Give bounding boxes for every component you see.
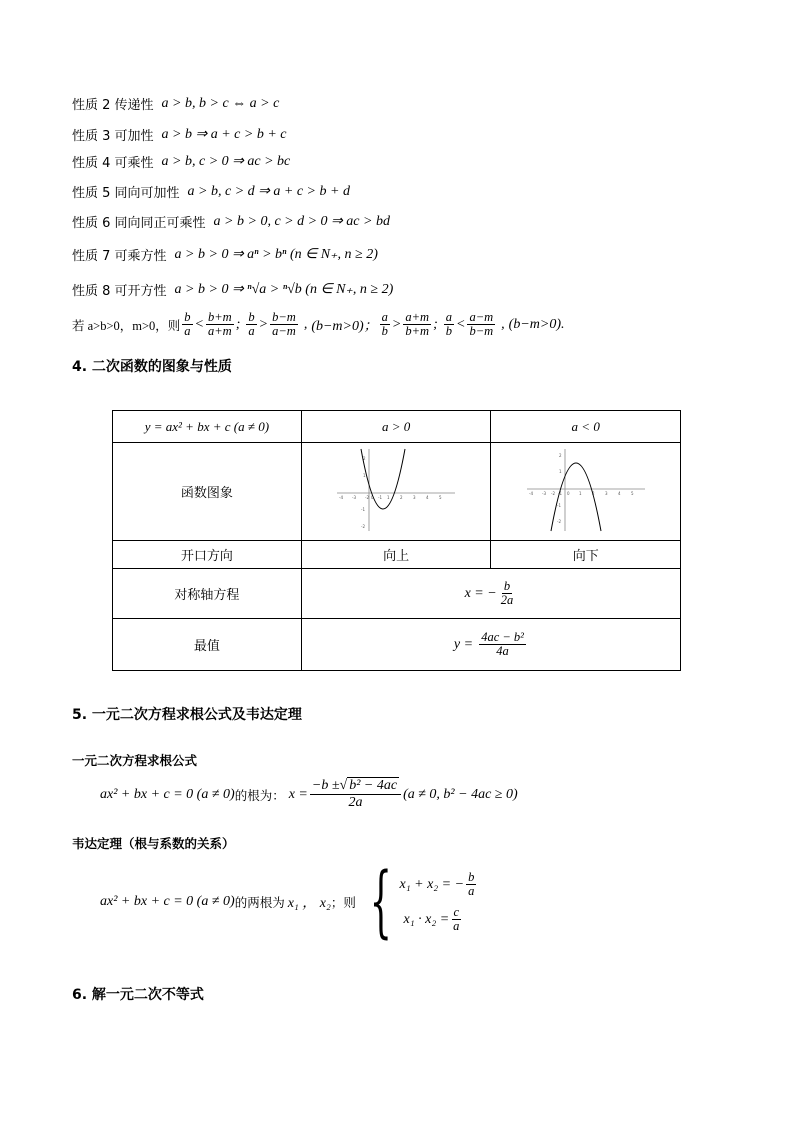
property-formula: a > b, c > d ⇒ a + c > b + d [187, 184, 350, 199]
svg-text:-2: -2 [365, 494, 370, 500]
svg-text:-1: -1 [361, 506, 366, 512]
svg-text:-4: -4 [528, 490, 533, 496]
fraction-inequality-line: 若 a>b>0，m>0，则 $\frac{b}{a}$ < $\frac{b+m}{a+m}$ ; $\frac{b}{a}$ > $\frac{b-m}{a-m}$ , (b−m>0)； $\frac{a}{b}$ > $\frac{a+m}{b+m}$ ; $\frac{a}{b}$ < $\frac{a-m}{b-m}$ , (b−m>0). [72, 310, 565, 338]
svg-text:-2: -2 [556, 518, 561, 524]
svg-text:-2: -2 [550, 490, 555, 496]
property-formula: a > b > 0 ⇒ aⁿ > bⁿ (n ∈ N₊, n ≥ 2) [174, 247, 378, 262]
fraction: $\frac{a}{b}$ [381, 310, 388, 338]
svg-text:3: 3 [604, 490, 608, 496]
svg-text:-1: -1 [378, 494, 383, 500]
row-label-opening: 开口方向 [113, 541, 302, 569]
property-8 [72, 280, 393, 299]
opening-upward: 向上 [301, 541, 491, 569]
table-header-a-positive: a > 0 [301, 411, 491, 443]
property-5 [72, 182, 350, 201]
row-label-axis: 对称轴方程 [113, 569, 302, 619]
property-2 [72, 94, 279, 113]
graph-cell-upward [301, 443, 491, 541]
svg-text:5: 5 [439, 494, 442, 500]
root-formula: ax² + bx + c = 0 (a ≠ 0) 的根为： x = $\frac{\text{−b ±√ b² − 4ac}}{2a}$ (a ≠ 0, b² − 4ac ≥ 0) [100, 778, 518, 810]
extreme-formula: y = $\frac{\text{4ac − b²}}{4a}$ [301, 619, 680, 671]
svg-text:-1: -1 [556, 502, 561, 508]
row-label-extreme: 最值 [113, 619, 302, 671]
svg-text:4: 4 [426, 494, 429, 500]
property-formula: a > b ⇒ a + c > b + c [161, 127, 287, 142]
fraction: $\frac{b-m}{a-m}$ [272, 310, 296, 338]
svg-text:-1: -1 [557, 490, 562, 496]
row-label-graph: 函数图象 [113, 443, 302, 541]
property-7 [72, 245, 378, 264]
property-label: 性质 4 可乘性 [72, 156, 154, 171]
parabola-up-graph [331, 445, 461, 535]
svg-text:5: 5 [630, 490, 634, 496]
section-5-heading: 5. 一元二次方程求根公式及韦达定理 [72, 707, 302, 723]
fraction: $\frac{b+m}{a+m}$ [208, 310, 232, 338]
property-6 [72, 212, 390, 231]
parabola-curve [361, 449, 405, 509]
svg-text:2: 2 [558, 452, 562, 458]
root-formula-subheading: 一元二次方程求根公式 [72, 753, 198, 768]
vieta-formula: ax² + bx + c = 0 (a ≠ 0) 的两根为 x₁ ， x₂ ；则 { x₁ + x₂ = − $\frac{b}{a}$ x₁ · x₂ = $\frac{c}{a}$ [100, 857, 475, 947]
section-4-heading: 4. 二次函数的图象与性质 [72, 359, 232, 375]
fraction-line-prefix: 若 a>b>0，m>0，则 [72, 318, 181, 333]
svg-text:-3: -3 [352, 494, 357, 500]
property-formula: a > b > 0 ⇒ ⁿ√a > ⁿ√b (n ∈ N₊, n ≥ 2) [174, 282, 394, 297]
svg-text:3: 3 [413, 494, 416, 500]
svg-text:1: 1 [387, 494, 390, 500]
fraction: $\frac{b}{a}$ [184, 310, 191, 338]
property-4 [72, 152, 290, 171]
graph-cell-downward [491, 443, 681, 541]
svg-text:-4: -4 [339, 494, 344, 500]
table-header-formula: y = ax² + bx + c (a ≠ 0) [113, 411, 302, 443]
condition-text: (b−m>0). [508, 316, 565, 332]
opening-downward: 向下 [491, 541, 681, 569]
property-label: 性质 7 可乘方性 [72, 249, 167, 264]
property-label: 性质 2 传递性 [72, 98, 154, 113]
svg-text:4: 4 [617, 490, 621, 496]
property-formula: a > b > 0, c > d > 0 ⇒ ac > bd [213, 214, 390, 229]
property-label: 性质 8 可开方性 [72, 284, 167, 299]
vieta-subheading: 韦达定理（根与系数的关系） [72, 836, 235, 851]
property-label: 性质 3 可加性 [72, 129, 154, 144]
svg-text:-2: -2 [361, 523, 366, 529]
svg-text:2: 2 [363, 455, 366, 461]
fraction: $\frac{a-m}{b-m}$ [469, 310, 494, 338]
table-header-a-negative: a < 0 [491, 411, 681, 443]
svg-text:1: 1 [578, 490, 582, 496]
fraction: $\frac{a+m}{b+m}$ [405, 310, 430, 338]
property-label: 性质 6 同向同正可乘性 [72, 216, 206, 231]
property-3 [72, 125, 287, 144]
svg-text:1: 1 [363, 472, 366, 478]
fraction: $\frac{a}{b}$ [445, 310, 452, 338]
property-formula: a > b, b > c ⇔ a > c [161, 95, 280, 111]
section-6-heading: 6. 解一元二次不等式 [72, 987, 204, 1003]
svg-text:2: 2 [591, 490, 595, 496]
brace-symbol: { [369, 857, 392, 947]
svg-text:1: 1 [558, 468, 562, 474]
property-label: 性质 5 同向可加性 [72, 186, 180, 201]
quadratic-function-table [112, 410, 681, 671]
condition-text: (b−m>0)； [311, 318, 378, 334]
svg-text:-3: -3 [541, 490, 546, 496]
property-formula: a > b, c > 0 ⇒ ac > bc [161, 154, 291, 169]
svg-text:2: 2 [400, 494, 403, 500]
fraction: $\frac{b}{a}$ [248, 310, 255, 338]
svg-text:0: 0 [566, 490, 570, 496]
parabola-down-graph [521, 445, 651, 535]
svg-text:0: 0 [371, 494, 374, 500]
axis-formula: x = − $\frac{b}{2a}$ [301, 569, 680, 619]
